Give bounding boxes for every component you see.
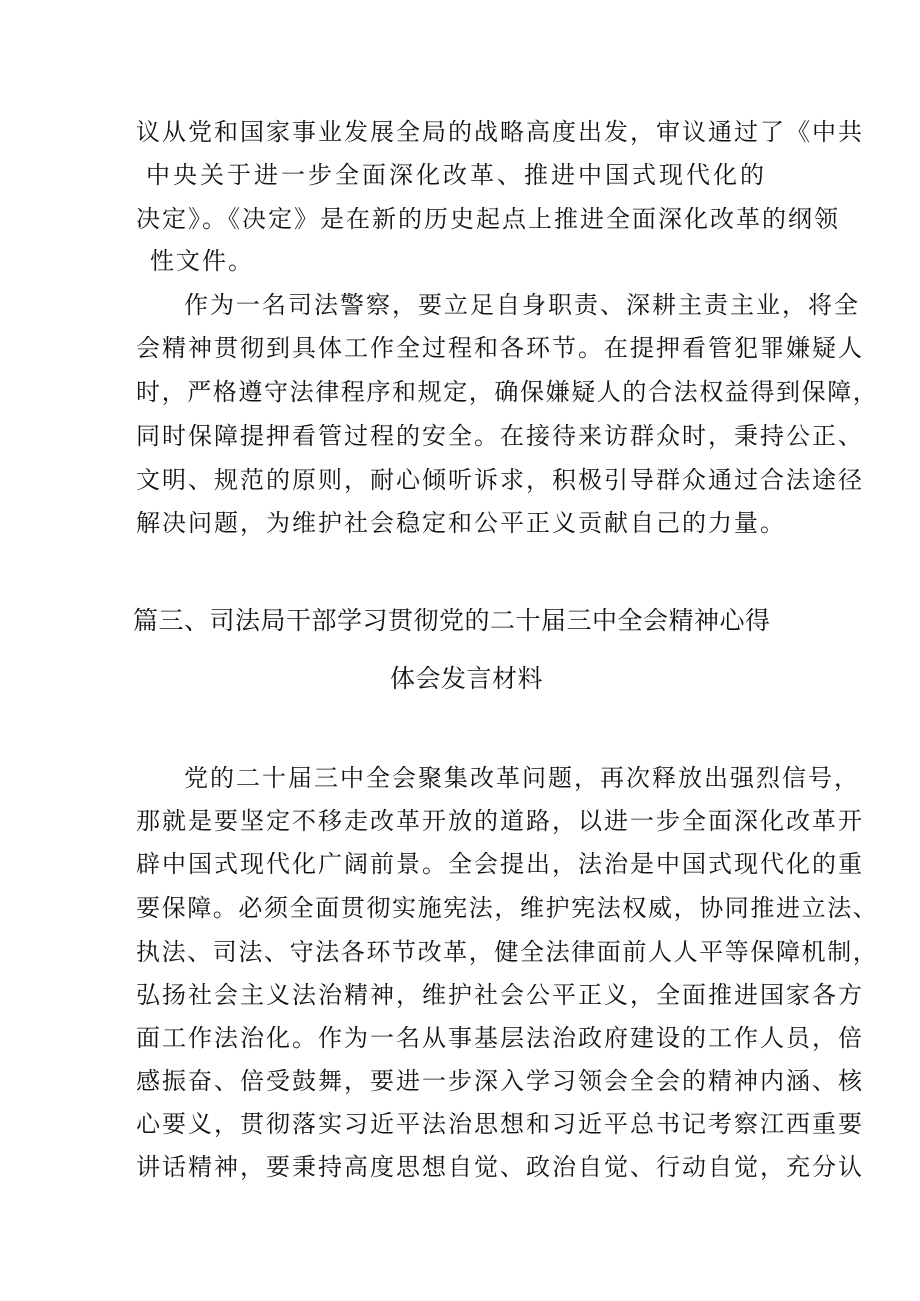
- text-line: 执法、司法、守法各环节改革，健全法律面前人人平等保障机制，: [136, 938, 879, 966]
- text-line: 议从党和国家事业发展全局的战略高度出发，审议通过了《中共: [136, 118, 864, 146]
- text-line: 性文件。: [150, 247, 254, 275]
- text-line: 决定》。《决定》是在新的历史起点上推进全面深化改革的纲领: [136, 205, 840, 233]
- heading-line-2: 体会发言材料: [390, 664, 544, 693]
- text-line: 弘扬社会主义法治精神，维护社会公平正义，全面推进国家各方: [136, 981, 864, 1009]
- text-line: 文明、规范的原则，耐心倾听诉求，积极引导群众通过合法途径: [136, 466, 864, 494]
- text-line: 那就是要坚定不移走改革开放的道路，以进一步全面深化改革开: [136, 807, 864, 835]
- text-line: 心要义，贯彻落实习近平法治思想和习近平总书记考察江西重要: [136, 1110, 864, 1138]
- text-line: 中央关于进一步全面深化改革、推进中国式现代化的: [146, 161, 767, 189]
- text-line: 面工作法治化。作为一名从事基层法治政府建设的工作人员，倍: [136, 1024, 864, 1052]
- text-line: 作为一名司法警察，要立足自身职责、深耕主责主业，将全: [184, 291, 860, 319]
- text-line: 解决问题，为维护社会稳定和公平正义贡献自己的力量。: [136, 509, 786, 537]
- text-line: 同时保障提押看管过程的安全。在接待来访群众时，秉持公正、: [136, 422, 864, 450]
- text-line: 时，严格遵守法律程序和规定，确保嫌疑人的合法权益得到保障，: [136, 378, 879, 406]
- text-line: 要保障。必须全面贯彻实施宪法，维护宪法权威，协同推进立法、: [136, 894, 879, 922]
- text-line: 会精神贯彻到具体工作全过程和各环节。在提押看管犯罪嫌疑人: [136, 334, 864, 362]
- text-line: 感振奋、倍受鼓舞，要进一步深入学习领会全会的精神内涵、核: [136, 1067, 864, 1095]
- heading-line-1: 篇三、司法局干部学习贯彻党的二十届三中全会精神心得: [133, 606, 771, 635]
- text-line: 辟中国式现代化广阔前景。全会提出，法治是中国式现代化的重: [136, 850, 864, 878]
- text-line: 党的二十届三中全会聚集改革问题，再次释放出强烈信号，: [184, 764, 860, 792]
- text-line: 讲话精神，要秉持高度思想自觉、政治自觉、行动自觉，充分认: [136, 1153, 864, 1181]
